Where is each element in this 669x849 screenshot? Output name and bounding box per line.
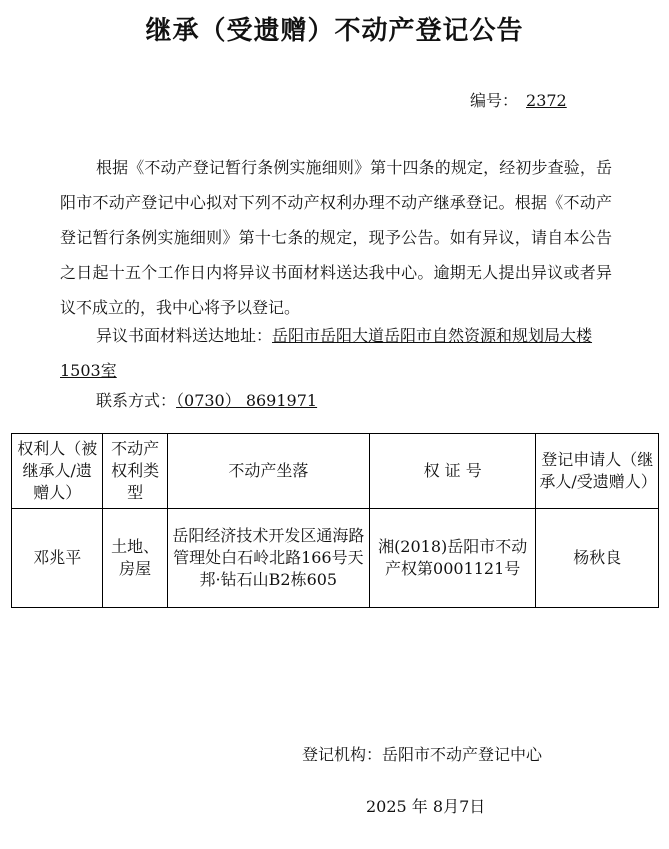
org-label: 登记机构： — [302, 745, 383, 764]
cell-right-type: 土地、房屋 — [103, 509, 167, 608]
notice-number — [470, 88, 567, 111]
cell-location: 岳阳经济技术开发区通海路管理处白石岭北路166号天邦·钻石山B2栋605 — [167, 509, 369, 608]
org-value: 岳阳市不动产登记中心 — [382, 745, 543, 764]
registration-org — [302, 742, 542, 765]
header-location: 不动产坐落 — [167, 434, 369, 509]
cell-certificate: 湘(2018)岳阳市不动产权第0001121号 — [369, 509, 535, 608]
header-applicant: 登记申请人（继承人/受遗赠人） — [536, 434, 659, 509]
property-table — [11, 433, 659, 608]
contact-label: 联系方式： — [96, 391, 177, 410]
objection-address-label: 异议书面材料送达地址： — [96, 326, 273, 345]
header-right-type: 不动产权利类型 — [103, 434, 167, 509]
cell-applicant: 杨秋良 — [536, 509, 659, 608]
table-row — [12, 509, 659, 608]
notice-body: 根据《不动产登记暂行条例实施细则》第十四条的规定，经初步查验，岳阳市不动产登记中心拟对下列不动产权利办理不动产继承登记。根据《不动产登记暂行条例实施细则》第十七条的规定，现予公告。如有异议，请自本公告之日起十五个工作日内将异议书面材料送达我中心。逾期无人提出异议或者异议不成立的，我中心将予以登记。 — [60, 158, 612, 317]
cell-right-holder: 邓兆平 — [12, 509, 103, 608]
objection-address — [60, 318, 612, 388]
header-certificate: 权 证 号 — [369, 434, 535, 509]
notice-number-label: 编号： — [470, 91, 519, 110]
page-title: 继承（受遗赠）不动产登记公告 — [145, 16, 524, 46]
notice-date: 2025 年 8月7日 — [366, 797, 486, 816]
header-right-holder: 权利人（被继承人/遗赠人） — [12, 434, 103, 509]
table-header-row — [12, 434, 659, 509]
contact-value: （0730） 8691971 — [176, 391, 318, 410]
notice-number-value: 2372 — [526, 91, 567, 110]
objection-address-value: 岳阳市岳阳大道岳阳市自然资源和规划局大楼1503室 — [60, 326, 593, 380]
contact-info — [96, 386, 347, 416]
